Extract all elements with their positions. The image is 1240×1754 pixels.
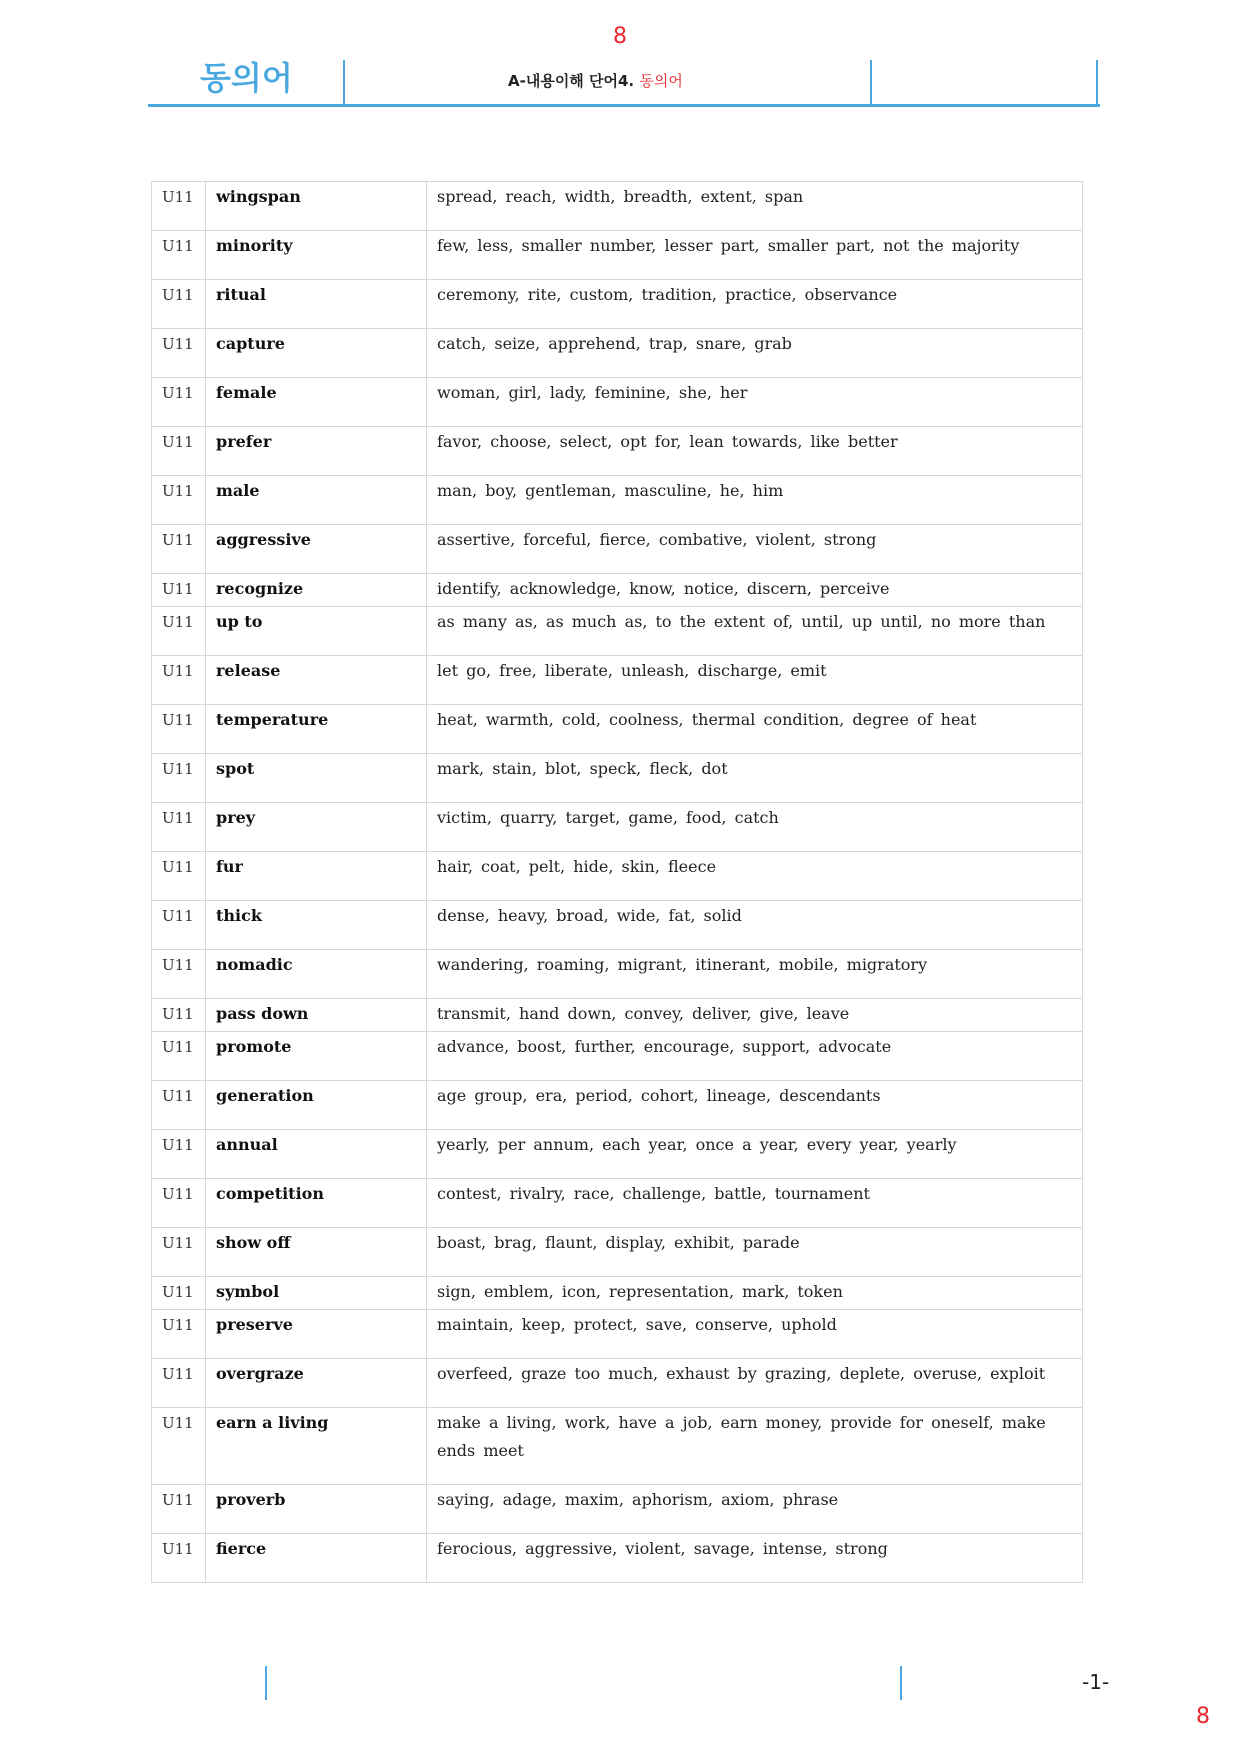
synonyms-cell	[427, 950, 1083, 999]
word-cell	[206, 1130, 427, 1179]
unit-cell	[152, 1179, 206, 1228]
unit-cell-text: U11	[162, 1185, 194, 1203]
unit-cell	[152, 607, 206, 656]
unit-cell	[152, 901, 206, 950]
word-cell	[206, 476, 427, 525]
word-cell	[206, 950, 427, 999]
unit-cell	[152, 378, 206, 427]
word-cell-text: female	[216, 383, 277, 402]
table-row	[152, 852, 1083, 901]
word-cell	[206, 1408, 427, 1485]
table-row	[152, 1032, 1083, 1081]
table-row	[152, 950, 1083, 999]
synonyms-cell	[427, 705, 1083, 754]
word-cell-text: temperature	[216, 710, 329, 729]
unit-cell	[152, 1534, 206, 1583]
page-number: -1-	[1082, 1670, 1110, 1694]
unit-cell	[152, 705, 206, 754]
word-cell-text: release	[216, 661, 281, 680]
synonyms-cell-text: mark, stain, blot, speck, fleck, dot	[437, 759, 728, 778]
table-row	[152, 1534, 1083, 1583]
unit-cell	[152, 329, 206, 378]
word-cell	[206, 852, 427, 901]
synonyms-cell	[427, 1408, 1083, 1485]
word-cell-text: overgraze	[216, 1364, 304, 1383]
synonyms-cell	[427, 378, 1083, 427]
unit-cell-text: U11	[162, 1414, 194, 1432]
synonyms-cell-text: ferocious, aggressive, violent, savage, intense, strong	[437, 1539, 888, 1558]
page-header	[148, 58, 1100, 107]
unit-cell-text: U11	[162, 1038, 194, 1056]
synonyms-cell-text: identify, acknowledge, know, notice, discern, perceive	[437, 579, 890, 598]
word-cell-text: prefer	[216, 432, 272, 451]
unit-cell	[152, 231, 206, 280]
word-cell-text: male	[216, 481, 260, 500]
synonyms-cell	[427, 1130, 1083, 1179]
synonyms-cell-text: sign, emblem, icon, representation, mark, token	[437, 1282, 843, 1301]
unit-cell-text: U11	[162, 384, 194, 402]
synonyms-cell	[427, 754, 1083, 803]
table-row	[152, 1277, 1083, 1310]
table-row	[152, 574, 1083, 607]
word-cell-text: preserve	[216, 1315, 293, 1334]
table-row	[152, 1228, 1083, 1277]
table-row	[152, 754, 1083, 803]
unit-cell	[152, 999, 206, 1032]
word-cell	[206, 754, 427, 803]
word-cell-text: show off	[216, 1233, 291, 1252]
word-cell-text: fierce	[216, 1539, 267, 1558]
table-row	[152, 803, 1083, 852]
word-cell	[206, 1081, 427, 1130]
synonyms-cell	[427, 1081, 1083, 1130]
header-divider	[343, 60, 345, 104]
synonyms-cell-text: overfeed, graze too much, exhaust by grazing, deplete, overuse, exploit	[437, 1364, 1046, 1383]
bottom-corner-number: 8	[1196, 1704, 1210, 1729]
table-row	[152, 427, 1083, 476]
word-cell-text: proverb	[216, 1490, 286, 1509]
synonyms-cell	[427, 231, 1083, 280]
word-cell	[206, 1032, 427, 1081]
table-row	[152, 525, 1083, 574]
synonyms-cell	[427, 1228, 1083, 1277]
synonyms-cell	[427, 852, 1083, 901]
unit-cell-text: U11	[162, 286, 194, 304]
unit-cell-text: U11	[162, 1136, 194, 1154]
header-subtitle-accent: 동의어	[639, 72, 683, 90]
table-row	[152, 1081, 1083, 1130]
word-cell	[206, 182, 427, 231]
unit-cell	[152, 280, 206, 329]
synonyms-cell	[427, 427, 1083, 476]
synonyms-cell-text: hair, coat, pelt, hide, skin, fleece	[437, 857, 717, 876]
unit-cell	[152, 1310, 206, 1359]
synonyms-cell	[427, 1485, 1083, 1534]
synonyms-cell-text: transmit, hand down, convey, deliver, give, leave	[437, 1004, 850, 1023]
word-cell	[206, 574, 427, 607]
unit-cell-text: U11	[162, 433, 194, 451]
word-cell	[206, 1310, 427, 1359]
unit-cell-text: U11	[162, 1087, 194, 1105]
table-row	[152, 999, 1083, 1032]
unit-cell	[152, 1032, 206, 1081]
synonyms-cell-text: heat, warmth, cold, coolness, thermal condition, degree of heat	[437, 710, 977, 729]
table-row	[152, 476, 1083, 525]
unit-cell-text: U11	[162, 1365, 194, 1383]
unit-cell	[152, 803, 206, 852]
vocabulary-table-body	[152, 182, 1083, 1583]
synonyms-cell-text: victim, quarry, target, game, food, catch	[437, 808, 779, 827]
synonyms-cell-text: catch, seize, apprehend, trap, snare, grab	[437, 334, 792, 353]
synonyms-cell-text: saying, adage, maxim, aphorism, axiom, phrase	[437, 1490, 839, 1509]
word-cell	[206, 280, 427, 329]
table-row	[152, 1408, 1083, 1485]
unit-cell	[152, 754, 206, 803]
unit-cell	[152, 656, 206, 705]
synonyms-cell	[427, 182, 1083, 231]
word-cell	[206, 329, 427, 378]
synonyms-cell-text: contest, rivalry, race, challenge, battle, tournament	[437, 1184, 870, 1203]
table-row	[152, 231, 1083, 280]
header-divider	[870, 60, 872, 104]
word-cell	[206, 231, 427, 280]
synonyms-cell	[427, 1359, 1083, 1408]
unit-cell	[152, 852, 206, 901]
top-page-number: 8	[613, 24, 627, 49]
synonyms-cell	[427, 1277, 1083, 1310]
synonyms-cell	[427, 803, 1083, 852]
word-cell	[206, 525, 427, 574]
word-cell-text: earn a living	[216, 1413, 329, 1432]
word-cell-text: nomadic	[216, 955, 293, 974]
word-cell	[206, 999, 427, 1032]
word-cell	[206, 1277, 427, 1310]
synonyms-cell-text: ceremony, rite, custom, tradition, practice, observance	[437, 285, 898, 304]
unit-cell-text: U11	[162, 760, 194, 778]
synonyms-cell	[427, 901, 1083, 950]
unit-cell-text: U11	[162, 711, 194, 729]
unit-cell-text: U11	[162, 1234, 194, 1252]
table-row	[152, 378, 1083, 427]
synonyms-cell-text: yearly, per annum, each year, once a year, every year, yearly	[437, 1135, 957, 1154]
footer-divider	[900, 1666, 902, 1700]
unit-cell	[152, 427, 206, 476]
unit-cell-text: U11	[162, 1283, 194, 1301]
synonyms-cell-text: make a living, work, have a job, earn money, provide for oneself, make ends meet	[437, 1413, 1046, 1460]
unit-cell-text: U11	[162, 237, 194, 255]
word-cell-text: fur	[216, 857, 243, 876]
unit-cell-text: U11	[162, 613, 194, 631]
synonyms-cell-text: maintain, keep, protect, save, conserve, uphold	[437, 1315, 837, 1334]
table-row	[152, 705, 1083, 754]
table-row	[152, 280, 1083, 329]
word-cell-text: thick	[216, 906, 262, 925]
unit-cell	[152, 1359, 206, 1408]
synonyms-cell	[427, 656, 1083, 705]
unit-cell-text: U11	[162, 1316, 194, 1334]
synonyms-cell-text: wandering, roaming, migrant, itinerant, mobile, migratory	[437, 955, 928, 974]
word-cell-text: prey	[216, 808, 256, 827]
synonyms-cell-text: favor, choose, select, opt for, lean towards, like better	[437, 432, 898, 451]
unit-cell-text: U11	[162, 482, 194, 500]
unit-cell-text: U11	[162, 858, 194, 876]
unit-cell	[152, 1408, 206, 1485]
synonyms-cell	[427, 999, 1083, 1032]
unit-cell	[152, 525, 206, 574]
synonyms-cell	[427, 1179, 1083, 1228]
word-cell	[206, 607, 427, 656]
table-row	[152, 656, 1083, 705]
header-subtitle-main: A-내용이해 단어4.	[508, 72, 635, 90]
synonyms-cell	[427, 1310, 1083, 1359]
synonyms-cell-text: man, boy, gentleman, masculine, he, him	[437, 481, 784, 500]
table-row	[152, 1485, 1083, 1534]
word-cell-text: spot	[216, 759, 255, 778]
header-divider	[1096, 60, 1098, 104]
table-row	[152, 1359, 1083, 1408]
synonyms-cell-text: advance, boost, further, encourage, support, advocate	[437, 1037, 892, 1056]
synonyms-cell-text: few, less, smaller number, lesser part, smaller part, not the majority	[437, 236, 1020, 255]
word-cell-text: minority	[216, 236, 293, 255]
synonyms-cell	[427, 574, 1083, 607]
unit-cell-text: U11	[162, 1005, 194, 1023]
word-cell	[206, 1179, 427, 1228]
table-row	[152, 329, 1083, 378]
synonyms-cell-text: spread, reach, width, breadth, extent, span	[437, 187, 804, 206]
vocabulary-table	[151, 181, 1083, 1583]
unit-cell-text: U11	[162, 580, 194, 598]
word-cell	[206, 1485, 427, 1534]
word-cell-text: annual	[216, 1135, 278, 1154]
word-cell	[206, 1359, 427, 1408]
synonyms-cell-text: boast, brag, flaunt, display, exhibit, parade	[437, 1233, 800, 1252]
word-cell-text: aggressive	[216, 530, 311, 549]
synonyms-cell	[427, 329, 1083, 378]
synonyms-cell	[427, 1032, 1083, 1081]
table-row	[152, 607, 1083, 656]
synonyms-cell-text: let go, free, liberate, unleash, discharge, emit	[437, 661, 827, 680]
unit-cell-text: U11	[162, 907, 194, 925]
word-cell	[206, 1228, 427, 1277]
word-cell	[206, 901, 427, 950]
table-row	[152, 901, 1083, 950]
synonyms-cell	[427, 476, 1083, 525]
unit-cell	[152, 182, 206, 231]
unit-cell	[152, 1228, 206, 1277]
table-row	[152, 1179, 1083, 1228]
word-cell-text: competition	[216, 1184, 324, 1203]
synonyms-cell-text: woman, girl, lady, feminine, she, her	[437, 383, 748, 402]
word-cell-text: generation	[216, 1086, 314, 1105]
synonyms-cell	[427, 280, 1083, 329]
unit-cell-text: U11	[162, 956, 194, 974]
word-cell-text: pass down	[216, 1004, 309, 1023]
synonyms-cell	[427, 607, 1083, 656]
unit-cell	[152, 950, 206, 999]
unit-cell	[152, 1081, 206, 1130]
unit-cell-text: U11	[162, 335, 194, 353]
header-title: 동의어	[200, 59, 293, 97]
table-row	[152, 182, 1083, 231]
synonyms-cell-text: dense, heavy, broad, wide, fat, solid	[437, 906, 742, 925]
unit-cell-text: U11	[162, 1491, 194, 1509]
synonyms-cell	[427, 1534, 1083, 1583]
unit-cell	[152, 1130, 206, 1179]
word-cell	[206, 705, 427, 754]
word-cell-text: recognize	[216, 579, 304, 598]
unit-cell-text: U11	[162, 1540, 194, 1558]
table-row	[152, 1130, 1083, 1179]
unit-cell-text: U11	[162, 188, 194, 206]
word-cell-text: symbol	[216, 1282, 280, 1301]
footer-divider	[265, 1666, 267, 1700]
table-row	[152, 1310, 1083, 1359]
word-cell-text: capture	[216, 334, 285, 353]
word-cell-text: ritual	[216, 285, 266, 304]
unit-cell-text: U11	[162, 531, 194, 549]
synonyms-cell	[427, 525, 1083, 574]
header-subtitle	[508, 70, 683, 91]
synonyms-cell-text: assertive, forceful, fierce, combative, violent, strong	[437, 530, 877, 549]
unit-cell	[152, 1485, 206, 1534]
unit-cell	[152, 574, 206, 607]
word-cell	[206, 378, 427, 427]
word-cell	[206, 1534, 427, 1583]
word-cell	[206, 656, 427, 705]
unit-cell	[152, 1277, 206, 1310]
synonyms-cell-text: as many as, as much as, to the extent of, until, up until, no more than	[437, 612, 1046, 631]
unit-cell-text: U11	[162, 662, 194, 680]
word-cell	[206, 427, 427, 476]
unit-cell-text: U11	[162, 809, 194, 827]
word-cell-text: up to	[216, 612, 263, 631]
synonyms-cell-text: age group, era, period, cohort, lineage, descendants	[437, 1086, 881, 1105]
word-cell-text: promote	[216, 1037, 292, 1056]
unit-cell	[152, 476, 206, 525]
word-cell	[206, 803, 427, 852]
word-cell-text: wingspan	[216, 187, 301, 206]
